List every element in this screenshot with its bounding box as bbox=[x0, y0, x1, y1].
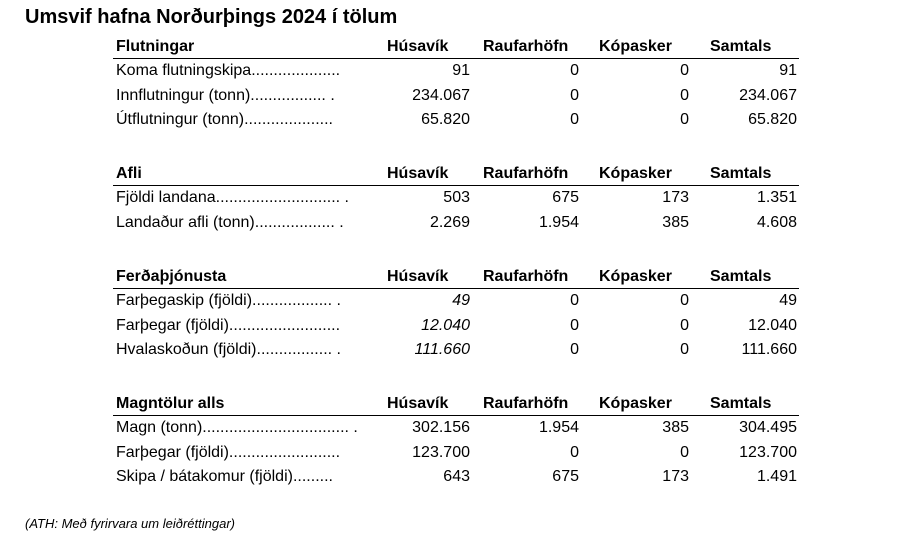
row-label: Koma flutningskipa.................... bbox=[116, 62, 341, 79]
value-husavik: 65.820 bbox=[421, 111, 470, 128]
col-header-kopasker: Kópasker bbox=[599, 38, 672, 55]
table-row bbox=[113, 416, 799, 441]
section-afli bbox=[113, 162, 799, 235]
value-husavik: 643 bbox=[443, 468, 470, 485]
value-kopasker: 0 bbox=[680, 111, 689, 128]
section-heading: Afli bbox=[116, 165, 142, 182]
row-label: Hvalaskoðun (fjöldi)................. . bbox=[116, 341, 341, 358]
value-samtals: 111.660 bbox=[741, 341, 797, 358]
section-heading: Magntölur alls bbox=[116, 395, 225, 412]
section-heading: Ferðaþjónusta bbox=[116, 268, 227, 285]
col-header-raufarhofn: Raufarhöfn bbox=[483, 38, 569, 55]
col-header-husavik: Húsavík bbox=[387, 395, 449, 412]
row-label: Farþegar (fjöldi)......................... bbox=[116, 443, 341, 461]
value-husavik: 302.156 bbox=[412, 419, 470, 436]
value-raufarhofn: 0 bbox=[570, 316, 579, 334]
row-label: Magn (tonn)................................. . bbox=[116, 419, 358, 436]
value-husavik: 234.067 bbox=[412, 86, 470, 104]
value-samtals: 304.495 bbox=[739, 419, 797, 436]
value-raufarhofn: 675 bbox=[552, 189, 579, 206]
value-husavik: 49 bbox=[452, 292, 470, 309]
value-raufarhofn: 0 bbox=[570, 443, 579, 461]
value-raufarhofn: 675 bbox=[552, 468, 579, 485]
value-kopasker: 0 bbox=[680, 62, 689, 79]
section-ferdathjonusta bbox=[113, 265, 799, 363]
col-header-husavik: Húsavík bbox=[387, 38, 449, 55]
value-raufarhofn: 0 bbox=[570, 292, 579, 309]
section-magntolur-alls bbox=[113, 392, 799, 490]
section-header bbox=[113, 265, 799, 289]
value-samtals: 91 bbox=[779, 62, 797, 79]
value-raufarhofn: 0 bbox=[570, 341, 579, 358]
col-header-samtals: Samtals bbox=[710, 395, 772, 412]
section-header bbox=[113, 162, 799, 186]
value-kopasker: 0 bbox=[680, 316, 689, 334]
table-row bbox=[113, 314, 799, 339]
section-header bbox=[113, 35, 799, 59]
value-kopasker: 173 bbox=[662, 468, 689, 485]
table-row bbox=[113, 108, 799, 133]
table-row bbox=[113, 84, 799, 109]
col-header-kopasker: Kópasker bbox=[599, 165, 672, 182]
col-header-samtals: Samtals bbox=[710, 268, 772, 285]
table-row bbox=[113, 289, 799, 314]
table-row bbox=[113, 186, 799, 211]
section-heading: Flutningar bbox=[116, 38, 195, 55]
value-kopasker: 385 bbox=[662, 419, 689, 436]
value-samtals: 4.608 bbox=[756, 213, 797, 231]
footnote: (ATH: Með fyrirvara um leiðréttingar) bbox=[25, 516, 235, 531]
row-label: Útflutningur (tonn).................... bbox=[116, 111, 333, 128]
row-label: Landaður afli (tonn).................. . bbox=[116, 213, 344, 231]
table-row bbox=[113, 465, 799, 490]
row-label: Farþegar (fjöldi)......................... bbox=[116, 316, 341, 334]
col-header-samtals: Samtals bbox=[710, 38, 772, 55]
value-samtals: 49 bbox=[779, 292, 797, 309]
table-row bbox=[113, 441, 799, 466]
row-label: Fjöldi landana............................ . bbox=[116, 189, 349, 206]
value-samtals: 123.700 bbox=[739, 443, 797, 461]
value-samtals: 65.820 bbox=[748, 111, 797, 128]
col-header-kopasker: Kópasker bbox=[599, 268, 672, 285]
row-label: Skipa / bátakomur (fjöldi)......... bbox=[116, 468, 333, 485]
table-row bbox=[113, 338, 799, 363]
section-flutningar bbox=[113, 35, 799, 133]
value-raufarhofn: 0 bbox=[570, 86, 579, 104]
table-row bbox=[113, 211, 799, 236]
col-header-husavik: Húsavík bbox=[387, 268, 449, 285]
value-kopasker: 0 bbox=[680, 292, 689, 309]
section-header bbox=[113, 392, 799, 416]
value-raufarhofn: 0 bbox=[570, 62, 579, 79]
value-husavik: 91 bbox=[452, 62, 470, 79]
value-samtals: 1.351 bbox=[756, 189, 797, 206]
value-kopasker: 173 bbox=[662, 189, 689, 206]
value-husavik: 503 bbox=[443, 189, 470, 206]
table-row bbox=[113, 59, 799, 84]
value-samtals: 1.491 bbox=[756, 468, 797, 485]
col-header-samtals: Samtals bbox=[710, 165, 772, 182]
value-husavik: 111.660 bbox=[414, 341, 470, 358]
value-husavik: 12.040 bbox=[421, 316, 470, 334]
value-raufarhofn: 1.954 bbox=[538, 419, 579, 436]
value-kopasker: 0 bbox=[680, 443, 689, 461]
value-samtals: 12.040 bbox=[748, 316, 797, 334]
value-raufarhofn: 1.954 bbox=[538, 213, 579, 231]
page-title: Umsvif hafna Norðurþings 2024 í tölum bbox=[25, 6, 398, 28]
col-header-raufarhofn: Raufarhöfn bbox=[483, 165, 569, 182]
value-husavik: 2.269 bbox=[429, 213, 470, 231]
value-kopasker: 0 bbox=[680, 86, 689, 104]
value-husavik: 123.700 bbox=[412, 443, 470, 461]
row-label: Innflutningur (tonn)................. . bbox=[116, 86, 335, 104]
value-kopasker: 385 bbox=[662, 213, 689, 231]
col-header-raufarhofn: Raufarhöfn bbox=[483, 395, 569, 412]
col-header-raufarhofn: Raufarhöfn bbox=[483, 268, 569, 285]
row-label: Farþegaskip (fjöldi).................. . bbox=[116, 292, 341, 309]
value-kopasker: 0 bbox=[680, 341, 689, 358]
value-raufarhofn: 0 bbox=[570, 111, 579, 128]
value-samtals: 234.067 bbox=[739, 86, 797, 104]
col-header-husavik: Húsavík bbox=[387, 165, 449, 182]
col-header-kopasker: Kópasker bbox=[599, 395, 672, 412]
